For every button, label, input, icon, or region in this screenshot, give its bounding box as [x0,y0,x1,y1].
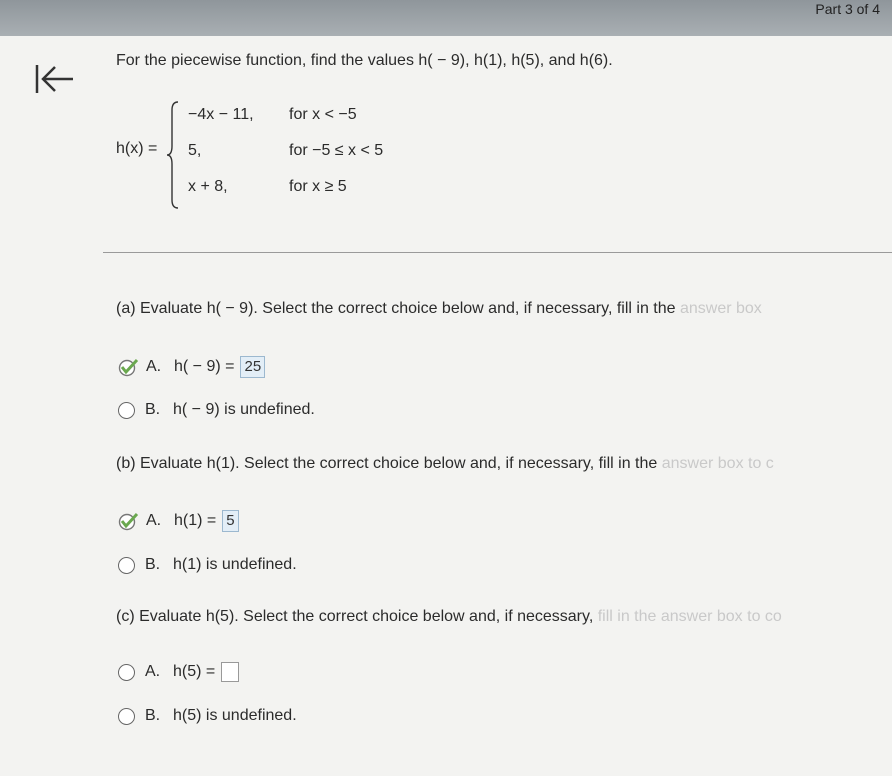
part-a-answer-box[interactable]: 25 [240,356,265,378]
piece-1-expr: −4x − 11, [188,106,254,123]
question-text: For the piecewise function, find the values h( − 9), h(1), h(5), and h(6). [116,52,613,69]
radio-button[interactable] [118,708,135,725]
left-brace-icon [166,100,180,210]
piece-1-condition: for x < −5 [289,106,357,123]
part-c-choice-b[interactable]: B. h(5) is undefined. [118,707,297,725]
section-divider [103,252,892,253]
radio-button[interactable] [118,664,135,681]
back-button[interactable] [30,58,80,100]
selected-radio-check-icon [118,511,140,531]
piecewise-function [116,100,456,210]
radio-button[interactable] [118,557,135,574]
piece-2-expr: 5, [188,142,202,159]
back-arrow-icon [33,61,77,97]
part-c-answer-box[interactable] [221,662,239,682]
part-b-prompt: (b) Evaluate h(1). Select the correct choice below and, if necessary, fill in the answer box to c [116,455,774,472]
piece-3-condition: for x ≥ 5 [289,178,347,195]
part-c-choice-a[interactable]: A. h(5) = [118,662,239,682]
piece-2-condition: for −5 ≤ x < 5 [289,142,384,159]
part-b-choice-a[interactable]: A. h(1) = 5 [118,510,239,532]
top-bar [0,0,892,36]
part-indicator: Part 3 of 4 [815,1,880,17]
piece-3-expr: x + 8, [188,178,228,195]
part-b-choice-b[interactable]: B. h(1) is undefined. [118,556,297,574]
part-b-answer-box[interactable]: 5 [222,510,238,532]
radio-button[interactable] [118,402,135,419]
part-a-prompt: (a) Evaluate h( − 9). Select the correct choice below and, if necessary, fill in the answer box [116,300,762,317]
selected-radio-check-icon [118,357,140,377]
part-c-prompt: (c) Evaluate h(5). Select the correct choice below and, if necessary, fill in the answer box to co [116,608,782,625]
part-a-choice-a[interactable]: A. h( − 9) = 25 [118,356,265,378]
function-name: h(x) = [116,140,158,157]
part-a-choice-b[interactable]: B. h( − 9) is undefined. [118,401,315,419]
